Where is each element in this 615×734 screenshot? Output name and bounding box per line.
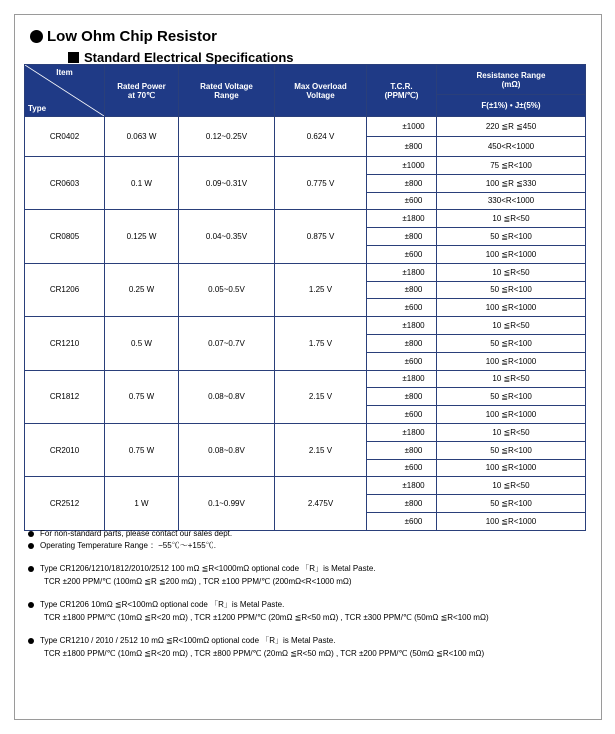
tcr-cell: ±800 bbox=[367, 228, 437, 246]
note-detail: TCR ±1800 PPM/℃ (10mΩ ≦R<20 mΩ) , TCR ±1200 PPM/℃ (20mΩ ≦R<50 mΩ) , TCR ±300 PPM/℃ (50mΩ ≦R<100 mΩ) bbox=[44, 613, 489, 622]
table-row bbox=[25, 370, 586, 388]
resistance-range-cell: 450<R<1000 bbox=[437, 137, 586, 157]
type-cell: CR1206 bbox=[25, 263, 105, 316]
tcr-cell: ±1800 bbox=[367, 477, 437, 495]
note-item: Type CR1210 / 2010 / 2512 10 mΩ ≦R<100mΩ optional code 「R」is Metal Paste. bbox=[28, 635, 588, 647]
note-detail: TCR ±1800 PPM/℃ (10mΩ ≦R<20 mΩ) , TCR ±800 PPM/℃ (20mΩ ≦R<50 mΩ) , TCR ±200 PPM/℃ (50mΩ ≦R<100 mΩ) bbox=[44, 649, 485, 658]
header-resistance-range: Resistance Range (mΩ) bbox=[437, 65, 586, 95]
header-type: Type bbox=[28, 104, 47, 113]
tcr-cell: ±1800 bbox=[367, 370, 437, 388]
type-cell: CR1812 bbox=[25, 370, 105, 423]
rated-power-cell: 0.5 W bbox=[105, 317, 179, 370]
resistance-range-cell: 10 ≦R<50 bbox=[437, 423, 586, 441]
resistance-range-cell: 50 ≦R<100 bbox=[437, 228, 586, 246]
tcr-cell: ±1800 bbox=[367, 210, 437, 228]
header-tolerance: F(±1%) • J±(5%) bbox=[437, 95, 586, 117]
table-row bbox=[25, 477, 586, 495]
title-text: Low Ohm Chip Resistor bbox=[47, 28, 218, 45]
square-bullet-icon bbox=[68, 52, 79, 63]
type-cell: CR2512 bbox=[25, 477, 105, 530]
note-item: For non-standard parts, please contact our sales dept. bbox=[28, 528, 588, 540]
tcr-cell: ±1000 bbox=[367, 117, 437, 137]
tcr-cell: ±1800 bbox=[367, 423, 437, 441]
table-row bbox=[25, 263, 586, 281]
rated-voltage-cell: 0.07~0.7V bbox=[179, 317, 275, 370]
resistance-range-cell: 50 ≦R<100 bbox=[437, 281, 586, 299]
type-cell: CR0603 bbox=[25, 157, 105, 210]
rated-power-cell: 0.25 W bbox=[105, 263, 179, 316]
max-overload-cell: 0.775 V bbox=[275, 157, 367, 210]
tcr-cell: ±600 bbox=[367, 406, 437, 424]
resistance-range-cell: 100 ≦R<1000 bbox=[437, 299, 586, 317]
tcr-cell: ±1800 bbox=[367, 317, 437, 335]
type-cell: CR0402 bbox=[25, 117, 105, 157]
rated-power-cell: 1 W bbox=[105, 477, 179, 530]
tcr-cell: ±800 bbox=[367, 441, 437, 459]
type-cell: CR1210 bbox=[25, 317, 105, 370]
bullet-icon bbox=[28, 543, 34, 549]
tcr-cell: ±600 bbox=[367, 299, 437, 317]
resistance-range-cell: 100 ≦R ≦330 bbox=[437, 174, 586, 192]
tcr-cell: ±800 bbox=[367, 388, 437, 406]
rated-power-cell: 0.1 W bbox=[105, 157, 179, 210]
max-overload-cell: 2.15 V bbox=[275, 370, 367, 423]
resistance-range-cell: 75 ≦R<100 bbox=[437, 157, 586, 175]
spec-table bbox=[24, 64, 586, 531]
resistance-range-cell: 10 ≦R<50 bbox=[437, 370, 586, 388]
tcr-cell: ±1000 bbox=[367, 157, 437, 175]
bullet-icon bbox=[28, 602, 34, 608]
header-tcr: T.C.R. (PPM/℃) bbox=[367, 65, 437, 117]
type-cell: CR0805 bbox=[25, 210, 105, 263]
resistance-range-cell: 330<R<1000 bbox=[437, 192, 586, 210]
max-overload-cell: 2.15 V bbox=[275, 423, 367, 476]
tcr-cell: ±800 bbox=[367, 334, 437, 352]
max-overload-cell: 1.75 V bbox=[275, 317, 367, 370]
table-row bbox=[25, 423, 586, 441]
max-overload-cell: 0.875 V bbox=[275, 210, 367, 263]
resistance-range-cell: 10 ≦R<50 bbox=[437, 210, 586, 228]
tcr-cell: ±600 bbox=[367, 512, 437, 530]
resistance-range-cell: 220 ≦R ≦450 bbox=[437, 117, 586, 137]
tcr-cell: ±600 bbox=[367, 245, 437, 263]
notes-section bbox=[28, 528, 588, 660]
header-rated-voltage: Rated Voltage Range bbox=[179, 65, 275, 117]
rated-power-cell: 0.063 W bbox=[105, 117, 179, 157]
tcr-cell: ±800 bbox=[367, 281, 437, 299]
rated-voltage-cell: 0.09~0.31V bbox=[179, 157, 275, 210]
tcr-cell: ±1800 bbox=[367, 263, 437, 281]
page-title bbox=[30, 28, 217, 45]
rated-voltage-cell: 0.08~0.8V bbox=[179, 370, 275, 423]
bullet-icon bbox=[28, 531, 34, 537]
header-item: Item bbox=[56, 68, 73, 77]
resistance-range-cell: 50 ≦R<100 bbox=[437, 441, 586, 459]
tcr-cell: ±600 bbox=[367, 459, 437, 477]
rated-voltage-cell: 0.12~0.25V bbox=[179, 117, 275, 157]
table-row bbox=[25, 210, 586, 228]
header-max-overload: Max Overload Voltage bbox=[275, 65, 367, 117]
tcr-cell: ±800 bbox=[367, 495, 437, 513]
max-overload-cell: 1.25 V bbox=[275, 263, 367, 316]
rated-power-cell: 0.75 W bbox=[105, 423, 179, 476]
rated-power-cell: 0.75 W bbox=[105, 370, 179, 423]
rated-voltage-cell: 0.08~0.8V bbox=[179, 423, 275, 476]
resistance-range-cell: 100 ≦R<1000 bbox=[437, 459, 586, 477]
note-item: Type CR1206/1210/1812/2010/2512 100 mΩ ≦R<1000mΩ optional code 「R」is Metal Paste. bbox=[28, 563, 588, 575]
subtitle-text: Standard Electrical Specifications bbox=[84, 50, 294, 65]
resistance-range-cell: 100 ≦R<1000 bbox=[437, 512, 586, 530]
tcr-cell: ±600 bbox=[367, 352, 437, 370]
bullet-icon bbox=[30, 30, 43, 43]
header-rated-power: Rated Power at 70℃ bbox=[105, 65, 179, 117]
tcr-cell: ±600 bbox=[367, 192, 437, 210]
resistance-range-cell: 10 ≦R<50 bbox=[437, 317, 586, 335]
rated-voltage-cell: 0.04~0.35V bbox=[179, 210, 275, 263]
resistance-range-cell: 10 ≦R<50 bbox=[437, 263, 586, 281]
note-detail: TCR ±200 PPM/℃ (100mΩ ≦R ≦200 mΩ) , TCR ±100 PPM/℃ (200mΩ<R<1000 mΩ) bbox=[44, 577, 352, 586]
table-row bbox=[25, 117, 586, 137]
resistance-range-cell: 100 ≦R<1000 bbox=[437, 406, 586, 424]
table-row bbox=[25, 317, 586, 335]
header-item-type bbox=[25, 65, 105, 117]
tcr-cell: ±800 bbox=[367, 174, 437, 192]
rated-voltage-cell: 0.1~0.99V bbox=[179, 477, 275, 530]
max-overload-cell: 0.624 V bbox=[275, 117, 367, 157]
bullet-icon bbox=[28, 566, 34, 572]
resistance-range-cell: 10 ≦R<50 bbox=[437, 477, 586, 495]
max-overload-cell: 2.475V bbox=[275, 477, 367, 530]
bullet-icon bbox=[28, 638, 34, 644]
rated-power-cell: 0.125 W bbox=[105, 210, 179, 263]
resistance-range-cell: 50 ≦R<100 bbox=[437, 334, 586, 352]
section-title bbox=[68, 50, 294, 65]
resistance-range-cell: 50 ≦R<100 bbox=[437, 495, 586, 513]
resistance-range-cell: 100 ≦R<1000 bbox=[437, 245, 586, 263]
type-cell: CR2010 bbox=[25, 423, 105, 476]
table-row bbox=[25, 157, 586, 175]
tcr-cell: ±800 bbox=[367, 137, 437, 157]
note-item: Operating Temperature Range ：−55℃～+155℃. bbox=[28, 540, 588, 552]
spec-table-body bbox=[25, 117, 586, 531]
rated-voltage-cell: 0.05~0.5V bbox=[179, 263, 275, 316]
resistance-range-cell: 100 ≦R<1000 bbox=[437, 352, 586, 370]
resistance-range-cell: 50 ≦R<100 bbox=[437, 388, 586, 406]
note-item: Type CR1206 10mΩ ≦R<100mΩ optional code 「R」is Metal Paste. bbox=[28, 599, 588, 611]
